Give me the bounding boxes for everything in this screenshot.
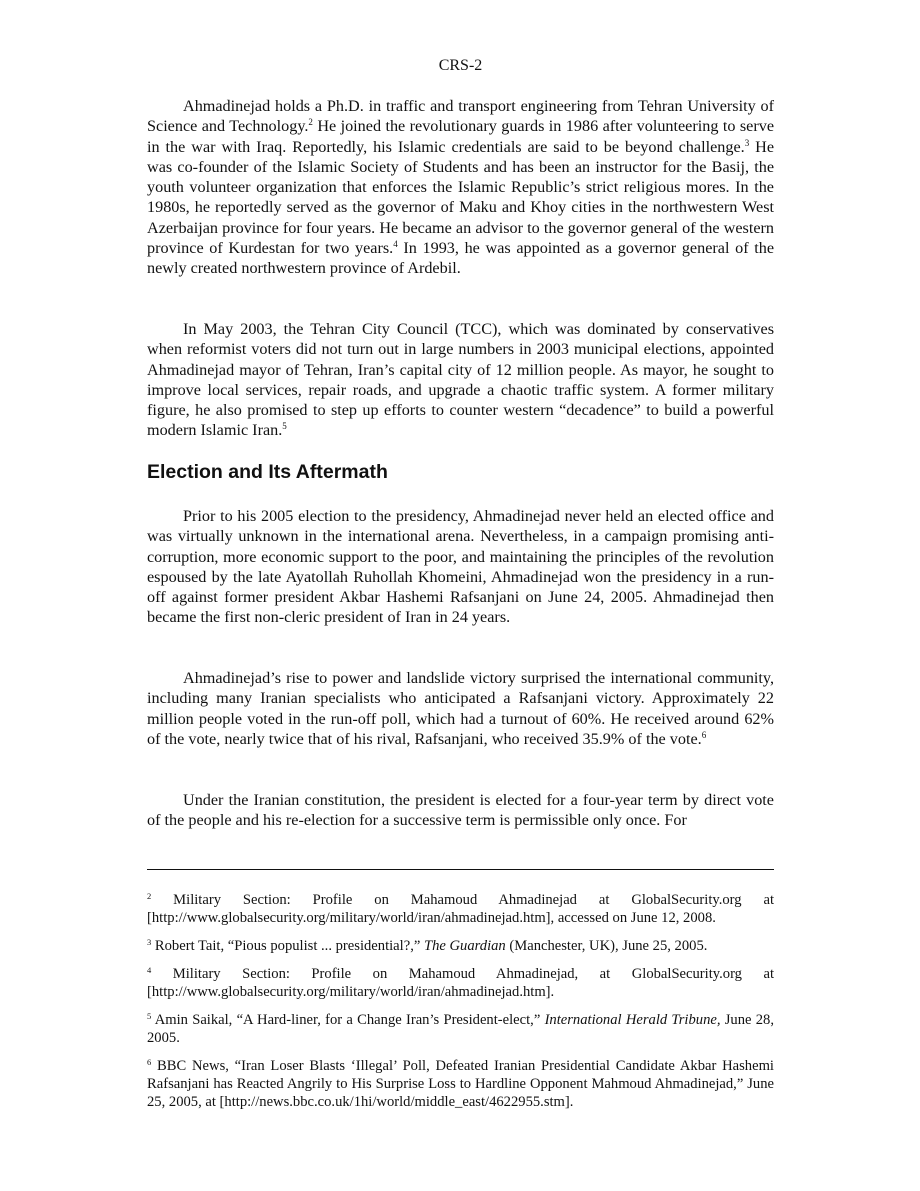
paragraph-text: He was co-founder of the Islamic Society of Students and has been an instructor for the Basij, the youth volunteer organization that enforces the Islamic Republic’s strict religious mores. In the 1980s, he reportedly served as the governor of Maku and Khoy cities in the northwestern West Azerbaijan province for four years. He became an advisor to the governor general of the western province of Kurdestan for two years. [147,137,775,258]
footnote-ref[interactable]: 5 [282,421,287,432]
paragraph-mayor [147,319,774,441]
footnote-2 [147,891,774,927]
paragraph-text: Under the Iranian constitution, the president is elected for a four-year term by direct vote of the people and his re-election for a successive term is permissible only once. For [147,791,774,830]
section-heading: Election and Its Aftermath [147,461,388,483]
footnote-ref[interactable]: 2 [308,117,313,128]
paragraph-constitution [147,790,774,831]
footnote-number: 4 [147,965,152,975]
footnote-ref[interactable]: 3 [744,137,750,148]
footnote-3 [147,937,774,955]
paragraph-victory [147,668,774,749]
footnote-text: Military Section: Profile on Mahamoud Ahmadinejad at GlobalSecurity.org at [http://www.globalsecurity.org/military/world/iran/ahmadinejad.htm], accessed on June 12, 2008. [147,892,775,926]
footnote-text: Amin Saikal, “A Hard-liner, for a Change Iran’s President-elect,” [154,1012,545,1028]
footnote-text: Military Section: Profile on Mahamoud Ahmadinejad, at GlobalSecurity.org at [http://www.globalsecurity.org/military/world/iran/ahmadinejad.htm]. [147,966,774,1000]
footnote-ref[interactable]: 6 [701,729,707,740]
footnote-number: 5 [147,1011,152,1021]
paragraph-text: Ahmadinejad holds a Ph.D. in traffic and transport engineering from Tehran University of Science and Technology. [147,97,774,136]
page-header: CRS-2 [438,57,483,74]
footnote-text: Robert Tait, “Pious populist ... presidential?,” [154,938,424,954]
paragraph-election [147,506,774,628]
paragraph-text: In May 2003, the Tehran City Council (TCC), which was dominated by conservatives when reformist voters did not turn out in large numbers in 2003 municipal elections, appointed Ahmadinejad mayor of Tehran, Iran’s capital city of 12 million people. As mayor, he sought to improve local services, repair roads, and upgrade a chaotic traffic system. A former military figure, he also promised to step up efforts to counter western “decadence” to build a powerful modern Islamic Iran. [147,320,774,440]
footnote-text: BBC News, “Iran Loser Blasts ‘Illegal’ Poll, Defeated Iranian Presidential Candidate Akbar Hashemi Rafsanjani has Reacted Angrily to His Surprise Loss to Hardline Opponent Mahmoud Ahmadinejad,” June 25, 2005, at [http://news.bbc.co.uk/1hi/world/middle_east/4622955.stm]. [147,1058,774,1110]
footnote-publication: The Guardian [423,938,506,954]
footnote-5 [147,1011,774,1047]
footnote-6 [147,1057,774,1111]
paragraph-text: He joined the revolutionary guards in 1986 after volunteering to serve in the war with Iraq. Reportedly, his Islamic credentials are said to be beyond challenge. [147,117,774,156]
paragraph-text: Prior to his 2005 election to the presidency, Ahmadinejad never held an elected office and was virtually unknown in the international arena. Nevertheless, in a campaign promising anti-corruption, more economic support to the poor, and maintaining the principles of the revolution espoused by the late Ayatollah Ruhollah Khomeini, Ahmadinejad won the presidency in a run-off against former president Akbar Hashemi Rafsanjani on June 24, 2005. Ahmadinejad then became the first non-cleric president of Iran in 24 years. [147,507,774,627]
paragraph-education [147,96,774,279]
footnote-number: 3 [147,937,152,947]
footnote-publication: International Herald Tribune, [544,1012,721,1028]
footnote-divider [147,869,774,870]
paragraph-text: Ahmadinejad’s rise to power and landslide victory surprised the international community, including many Iranian specialists who anticipated a Rafsanjani victory. Approximately 22 million people voted in the run-off poll, which had a turnout of 60%. He received around 62% of the vote, nearly twice that of his rival, Rafsanjani, who received 35.9% of the vote. [147,669,774,748]
footnote-number: 6 [147,1057,152,1067]
footnote-text: June 28, 2005. [147,1012,775,1046]
footnote-ref[interactable]: 4 [393,239,398,250]
paragraph-text: In 1993, he was appointed as a governor general of the newly created northwestern province of Ardebil. [147,239,775,278]
footnote-number: 2 [147,891,152,901]
footnote-4 [147,965,774,1001]
footnote-text: (Manchester, UK), June 25, 2005. [505,938,708,954]
